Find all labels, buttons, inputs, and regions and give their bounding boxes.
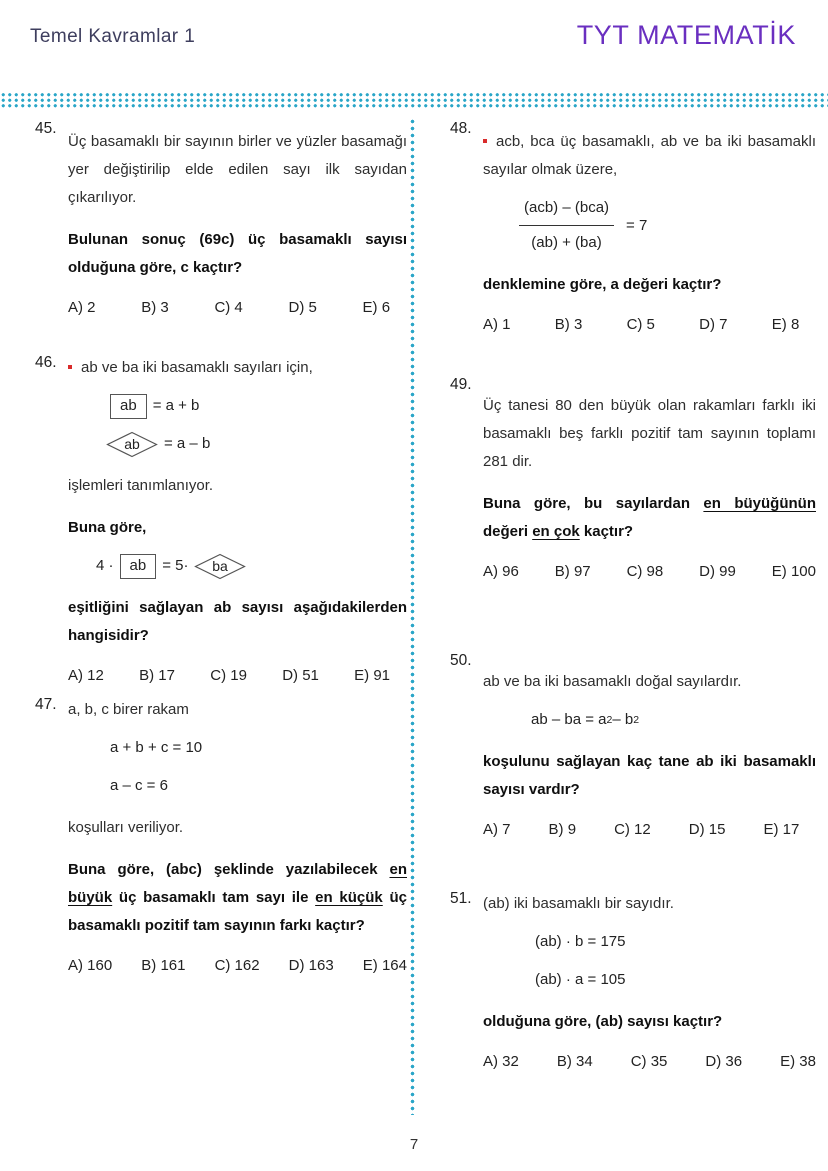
options-row (68, 294, 390, 322)
question-49 (450, 376, 816, 586)
option-d: D) 5 (288, 299, 317, 316)
option-b: B) 34 (556, 1053, 593, 1070)
option-d: D) 51 (282, 667, 319, 684)
question-stem: Bulunan sonuç (69c) üç basamaklı sayısı olduğuna göre, c kaçtır? (68, 231, 407, 276)
question-note: koşulları veriliyor. (68, 819, 184, 836)
option-a: A) 160 (68, 957, 113, 974)
underlined-phrase: en büyük (68, 861, 407, 906)
question-number: 50. (450, 652, 472, 669)
option-b: B) 17 (139, 667, 175, 684)
option-d: D) 7 (699, 316, 728, 333)
underlined-phrase: en büyüğünün (703, 495, 816, 512)
option-b: B) 3 (141, 299, 169, 316)
question-intro: (ab) iki basamaklı bir sayıdır. (483, 895, 674, 912)
option-a: A) 2 (68, 299, 96, 316)
stem-lead: Buna göre, (68, 519, 147, 536)
question-stem: eşitliğini sağlayan ab sayısı aşağıdakilerden hangisidir? (68, 599, 407, 644)
question-46 (35, 354, 407, 690)
question-intro: a, b, c birer rakam (68, 701, 189, 718)
option-d: D) 99 (699, 563, 736, 580)
options-row (483, 558, 816, 586)
option-c: C) 12 (614, 821, 651, 838)
question-intro: Üç tanesi 80 den büyük olan rakamları farklı iki basamaklı beş farklı pozitif tam sayının toplamı 281 dir. (483, 397, 816, 470)
question-47 (35, 696, 407, 980)
question-stem: Buna göre, bu sayılardan en büyüğünün değeri en çok kaçtır? (483, 495, 816, 540)
question-number: 45. (35, 120, 57, 137)
page-header (0, 0, 828, 92)
option-d: D) 36 (705, 1053, 743, 1070)
equation-2: (ab) · a = 105 (535, 971, 626, 988)
definition-diamond-equation: ab = a – b (106, 430, 407, 458)
red-dot-marker (483, 139, 487, 143)
fraction-numerator: (acb) – (bca) (519, 194, 614, 226)
question-intro: acb, bca üç basamaklı, ab ve ba iki basamaklı sayılar olmak üzere, (483, 133, 816, 178)
question-intro: ab ve ba iki basamaklı doğal sayılardır. (483, 673, 742, 690)
diamond-operator (194, 553, 246, 580)
option-c: C) 5 (626, 316, 655, 333)
question-stem: koşulunu sağlayan kaç tane ab iki basamaklı sayısı vardır? (483, 753, 816, 798)
option-e: E) 8 (771, 316, 800, 333)
question-number: 46. (35, 354, 57, 371)
svg-text:ba: ba (212, 557, 229, 574)
question-intro: ab ve ba iki basamaklı sayıları için, (68, 354, 407, 382)
box-operator: ab (120, 554, 157, 579)
question-number: 47. (35, 696, 57, 713)
dotted-divider-vertical (410, 118, 415, 1115)
options-row (68, 662, 390, 690)
equation: ab – ba = a 2 – b 2 (531, 711, 640, 728)
option-e: E) 38 (780, 1053, 816, 1070)
option-b: B) 97 (554, 563, 591, 580)
question-number: 48. (450, 120, 472, 137)
option-e: E) 91 (354, 667, 391, 684)
option-a: A) 1 (483, 316, 511, 333)
options-row (483, 1048, 816, 1076)
option-b: B) 9 (548, 821, 577, 838)
fraction-equation (519, 194, 816, 257)
question-48 (450, 120, 816, 339)
option-a: A) 32 (483, 1053, 519, 1070)
definition-box-equation: ab = a + b (110, 392, 407, 420)
question-note: işlemleri tanımlanıyor. (68, 477, 214, 494)
question-45 (35, 120, 407, 322)
page-number: 7 (409, 1136, 419, 1153)
fraction (519, 194, 614, 257)
svg-text:ab: ab (124, 435, 140, 452)
underlined-phrase: en çok (532, 523, 580, 540)
option-a: A) 7 (483, 821, 511, 838)
question-number: 49. (450, 376, 472, 393)
option-e: E) 6 (362, 299, 391, 316)
question-50 (450, 652, 816, 844)
booklet-title: Temel Kavramlar 1 (30, 26, 196, 47)
option-b: B) 161 (141, 957, 186, 974)
option-e: E) 100 (771, 563, 816, 580)
equation-1: a + b + c = 10 (110, 739, 203, 756)
option-c: C) 35 (630, 1053, 668, 1070)
options-row (483, 311, 799, 339)
option-e: E) 164 (362, 957, 407, 974)
red-dot-marker (68, 365, 72, 369)
option-d: D) 163 (288, 957, 334, 974)
option-c: C) 98 (626, 563, 664, 580)
option-b: B) 3 (554, 316, 583, 333)
question-51 (450, 890, 816, 1076)
box-operator: ab (110, 394, 147, 419)
question-intro: Üç basamaklı bir sayının birler ve yüzler basamağı yer değiştirilip elde edilen sayı ilk sayıdan çıkarılıyor. (68, 133, 407, 206)
question-stem: denklemine göre, a değeri kaçtır? (483, 276, 722, 293)
equation-1: (ab) · b = 175 (535, 933, 626, 950)
fraction-denominator: (ab) + (ba) (531, 234, 602, 251)
options-row (483, 816, 799, 844)
underlined-phrase: en küçük (315, 889, 383, 906)
option-a: A) 12 (68, 667, 104, 684)
question-stem: Buna göre, (abc) şeklinde yazılabilecek en büyük üç basamaklı tam sayı ile en küçük üç basamaklı pozitif tam sayının farkı kaçtır? (68, 861, 407, 934)
diamond-operator (106, 431, 158, 458)
question-stem: olduğuna göre, (ab) sayısı kaçtır? (483, 1013, 723, 1030)
equation-2: a – c = 6 (110, 777, 168, 794)
main-equation: 4 · ab = 5· ba (96, 552, 407, 580)
subject-title: TYT MATEMATİK (576, 20, 796, 50)
dotted-separator-horizontal (0, 92, 828, 108)
fraction-rhs: = 7 (626, 216, 648, 234)
option-a: A) 96 (483, 563, 519, 580)
option-c: C) 4 (214, 299, 243, 316)
options-row (68, 952, 407, 980)
option-c: C) 19 (210, 667, 247, 684)
question-number: 51. (450, 890, 472, 907)
option-c: C) 162 (214, 957, 260, 974)
option-e: E) 17 (763, 821, 800, 838)
option-d: D) 15 (688, 821, 726, 838)
